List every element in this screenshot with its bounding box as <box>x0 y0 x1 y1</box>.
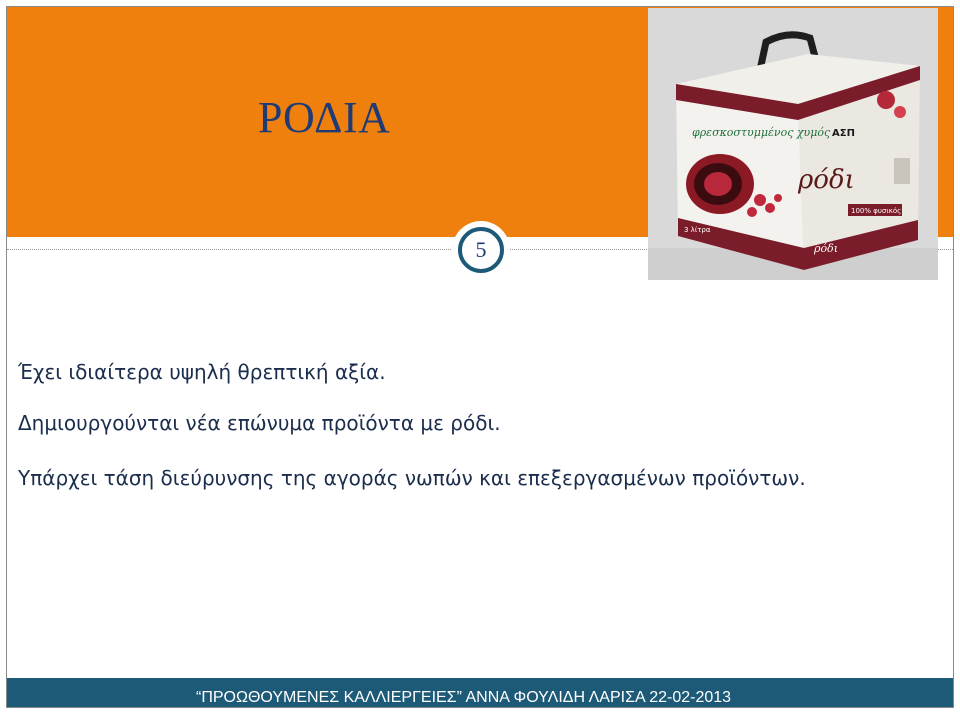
box-bottom-brand: ρόδι <box>814 242 839 255</box>
box-volume: 3 λίτρα <box>684 226 711 234</box>
footer-text: “ΠΡΟΩΘΟΥΜΕΝΕΣ ΚΑΛΛΙΕΡΓΕΙΕΣ” ΑΝΝΑ ΦΟΥΛΙΔΗ ΛΑΡΙΣΑ 22-02-2013 <box>196 689 732 706</box>
box-product-name: ρόδι <box>798 165 855 195</box>
bullet-item: Υπάρχει τάση διεύρυνσης της αγοράς νωπών και επεξεργασμένων προϊόντων. <box>18 466 806 490</box>
slide-frame <box>6 6 954 708</box>
slide-title: ΡΟΔΙΑ <box>258 93 391 142</box>
box-brand-script: φρεσκοστυμμένος χυμός <box>692 126 831 139</box>
bullet-item: Δημιουργούνται νέα επώνυμα προϊόντα με ρόδι. <box>18 411 501 435</box>
box-badge: 100% φυσικός <box>851 207 902 215</box>
slide-number-badge: 5 <box>458 227 504 273</box>
box-logo: ΑΣΠ <box>832 128 855 139</box>
bullet-item: Έχει ιδιαίτερα υψηλή θρεπτική αξία. <box>18 360 386 384</box>
